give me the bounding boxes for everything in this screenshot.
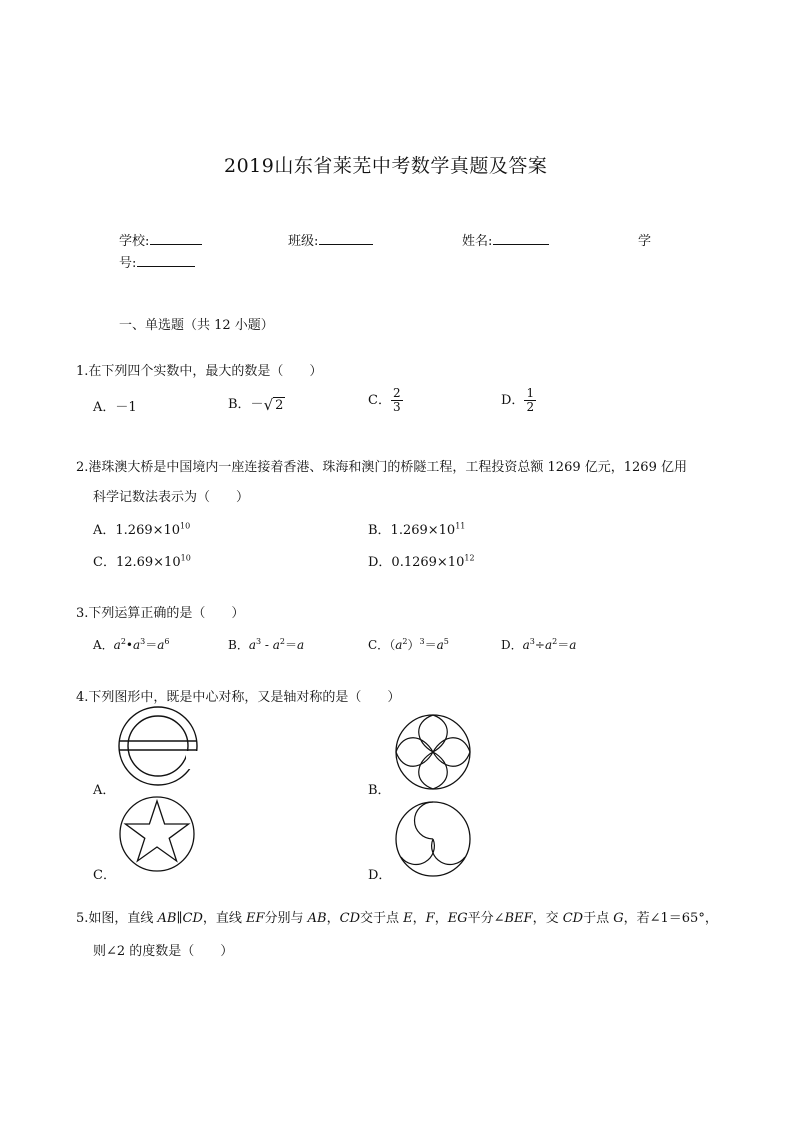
q1-c-denominator: 3 bbox=[392, 400, 401, 414]
school-label: 学校: bbox=[119, 234, 150, 249]
q1-option-a: A．－1 bbox=[93, 400, 137, 415]
q3-c-close: ） bbox=[407, 638, 420, 652]
q5-sep: ， bbox=[326, 911, 340, 926]
q3-c-eq: ＝ bbox=[424, 638, 437, 652]
q5-f: F bbox=[425, 911, 435, 926]
q5-sep: ， bbox=[412, 911, 426, 926]
q5-ab: AB bbox=[307, 911, 327, 926]
q5-text: ， bbox=[434, 911, 448, 926]
figure-c-star-circle bbox=[117, 794, 197, 874]
q1-c-prefix: C． bbox=[368, 393, 391, 408]
q1-d-denominator: 2 bbox=[526, 400, 535, 414]
q1-option-d bbox=[501, 387, 536, 414]
class-field bbox=[288, 230, 373, 249]
q3-var: a bbox=[436, 638, 444, 652]
q2-d-text: D．0.1269×10 bbox=[368, 555, 465, 570]
name-blank bbox=[493, 231, 549, 245]
q1-c-numerator: 2 bbox=[392, 386, 401, 400]
q3-stem: 3.下列运算正确的是（ ） bbox=[76, 606, 245, 621]
q3-d-exp2: 2 bbox=[552, 637, 558, 646]
q3-option-a bbox=[93, 636, 170, 653]
q3-a-exp1: 2 bbox=[120, 637, 126, 646]
q2-b-text: B．1.269×10 bbox=[368, 523, 456, 538]
q3-c-prefix: C． bbox=[368, 638, 390, 652]
school-blank bbox=[150, 231, 202, 245]
q3-d-prefix: D． bbox=[501, 638, 523, 652]
q1-c-fraction bbox=[391, 387, 403, 414]
q5-stem-line2: 则∠2 的度数是（ ） bbox=[93, 944, 234, 959]
q1-d-prefix: D． bbox=[501, 393, 525, 408]
page-title: 2019山东省莱芜中考数学真题及答案 bbox=[224, 155, 548, 177]
q4-option-c: C． bbox=[93, 868, 116, 883]
q3-a-prefix: A． bbox=[93, 638, 114, 652]
q1-b-radicand: 2 bbox=[275, 397, 284, 413]
figure-c-circle bbox=[120, 797, 194, 871]
q4-option-a: A． bbox=[93, 783, 116, 798]
q5-text: 于点 bbox=[583, 911, 614, 926]
q2-option-b bbox=[368, 519, 465, 538]
id-blank bbox=[137, 253, 195, 267]
q5-text: ，交 bbox=[532, 911, 563, 926]
q2-c-exponent: 10 bbox=[180, 553, 191, 563]
q5-text: 分别与 bbox=[264, 911, 308, 926]
q4-stem: 4.下列图形中，既是中心对称，又是轴对称的是（ ） bbox=[76, 690, 401, 705]
q2-a-text: A．1.269×10 bbox=[93, 523, 181, 538]
q3-option-c bbox=[368, 636, 449, 653]
figure-d-swirl-circle bbox=[393, 799, 473, 879]
q3-b-eq: ＝ bbox=[285, 638, 298, 652]
q3-c-exp3: 5 bbox=[443, 637, 449, 646]
q1-option-b bbox=[228, 393, 285, 413]
id-label: 号: bbox=[119, 256, 137, 271]
figure-d-swirls bbox=[401, 802, 465, 865]
id-label-part1: 学 bbox=[638, 234, 652, 249]
q3-var: a bbox=[248, 638, 256, 652]
q2-d-exponent: 12 bbox=[464, 553, 475, 563]
q1-d-numerator: 1 bbox=[526, 386, 535, 400]
figure-a-outer-ring bbox=[119, 707, 197, 785]
q2-stem-line2: 科学记数法表示为（ ） bbox=[93, 490, 250, 505]
q3-c-exp1: 2 bbox=[402, 637, 408, 646]
q5-stem-line1 bbox=[76, 907, 718, 926]
section-heading: 一、单选题（共 12 小题） bbox=[119, 318, 274, 333]
figure-a-bar bbox=[119, 741, 197, 750]
q3-c-open: （ bbox=[389, 638, 396, 652]
class-blank bbox=[319, 231, 373, 245]
q5-g: G bbox=[613, 911, 624, 926]
q4-option-b: B． bbox=[368, 783, 391, 798]
school-field bbox=[119, 230, 202, 249]
class-label: 班级: bbox=[288, 234, 319, 249]
q1-option-c bbox=[368, 387, 403, 414]
q5-eg: EG bbox=[447, 911, 468, 926]
figure-a-e-logo bbox=[116, 704, 200, 788]
q5-ab-parallel-cd: AB∥CD bbox=[157, 911, 203, 926]
q3-b-minus: - bbox=[261, 638, 273, 652]
id-field bbox=[119, 252, 195, 271]
q3-d-eq: ＝ bbox=[557, 638, 570, 652]
q5-cd: CD bbox=[339, 911, 361, 926]
q3-var: a bbox=[395, 638, 403, 652]
sqrt-symbol: √ 2 bbox=[263, 395, 284, 414]
q3-c-exp2: 3 bbox=[419, 637, 425, 646]
q3-option-b bbox=[228, 636, 304, 653]
q5-text: 交于点 bbox=[360, 911, 404, 926]
q3-d-exp1: 3 bbox=[529, 637, 535, 646]
q5-text: ，直线 bbox=[202, 911, 247, 926]
q3-d-div: ÷ bbox=[534, 638, 545, 652]
q3-var: a bbox=[113, 638, 121, 652]
figure-a-inner-ring bbox=[128, 716, 188, 776]
q2-stem-line1: 2.港珠澳大桥是中国境内一座连接着香港、珠海和澳门的桥隧工程，工程投资总额 1269 亿元，1269 亿用 bbox=[76, 460, 687, 475]
q3-var: a bbox=[133, 638, 141, 652]
figure-b-petal-circle bbox=[393, 712, 473, 792]
q5-cd: CD bbox=[562, 911, 584, 926]
q2-option-d bbox=[368, 551, 475, 570]
q5-bef: BEF bbox=[504, 911, 533, 926]
q3-var: a bbox=[272, 638, 280, 652]
q2-option-a bbox=[93, 519, 190, 538]
q2-option-c bbox=[93, 551, 191, 570]
q5-text: 平分∠ bbox=[467, 911, 505, 926]
q3-a-dot: • bbox=[125, 638, 133, 652]
name-label: 姓名: bbox=[462, 234, 493, 249]
q1-b-prefix: B．－ bbox=[228, 397, 264, 412]
q3-b-exp2: 2 bbox=[279, 637, 286, 646]
q3-var: a bbox=[522, 638, 530, 652]
q3-b-exp1: 3 bbox=[255, 637, 262, 646]
q3-var: a bbox=[544, 638, 553, 652]
q1-d-fraction bbox=[524, 387, 536, 414]
q2-b-exponent: 11 bbox=[455, 521, 466, 531]
q2-a-exponent: 10 bbox=[180, 521, 191, 531]
q3-var: a bbox=[157, 638, 165, 652]
q5-e: E bbox=[403, 911, 413, 926]
name-field bbox=[462, 230, 549, 249]
q5-ef: EF bbox=[246, 911, 265, 926]
q5-text: ，若∠1＝65°， bbox=[623, 911, 718, 926]
q3-a-exp3: 6 bbox=[164, 637, 170, 646]
q1-stem: 1.在下列四个实数中，最大的数是（ ） bbox=[76, 364, 323, 379]
q5-text: 5.如图，直线 bbox=[76, 911, 158, 926]
q3-b-prefix: B． bbox=[228, 638, 249, 652]
figure-c-star bbox=[125, 801, 188, 861]
q3-var: a bbox=[569, 638, 577, 652]
q3-var: a bbox=[297, 638, 305, 652]
q2-c-text: C．12.69×10 bbox=[93, 555, 181, 570]
q3-a-eq: ＝ bbox=[145, 638, 158, 652]
q3-a-exp2: 3 bbox=[140, 637, 146, 646]
q3-option-d bbox=[501, 636, 576, 653]
q4-option-d: D． bbox=[368, 868, 392, 883]
